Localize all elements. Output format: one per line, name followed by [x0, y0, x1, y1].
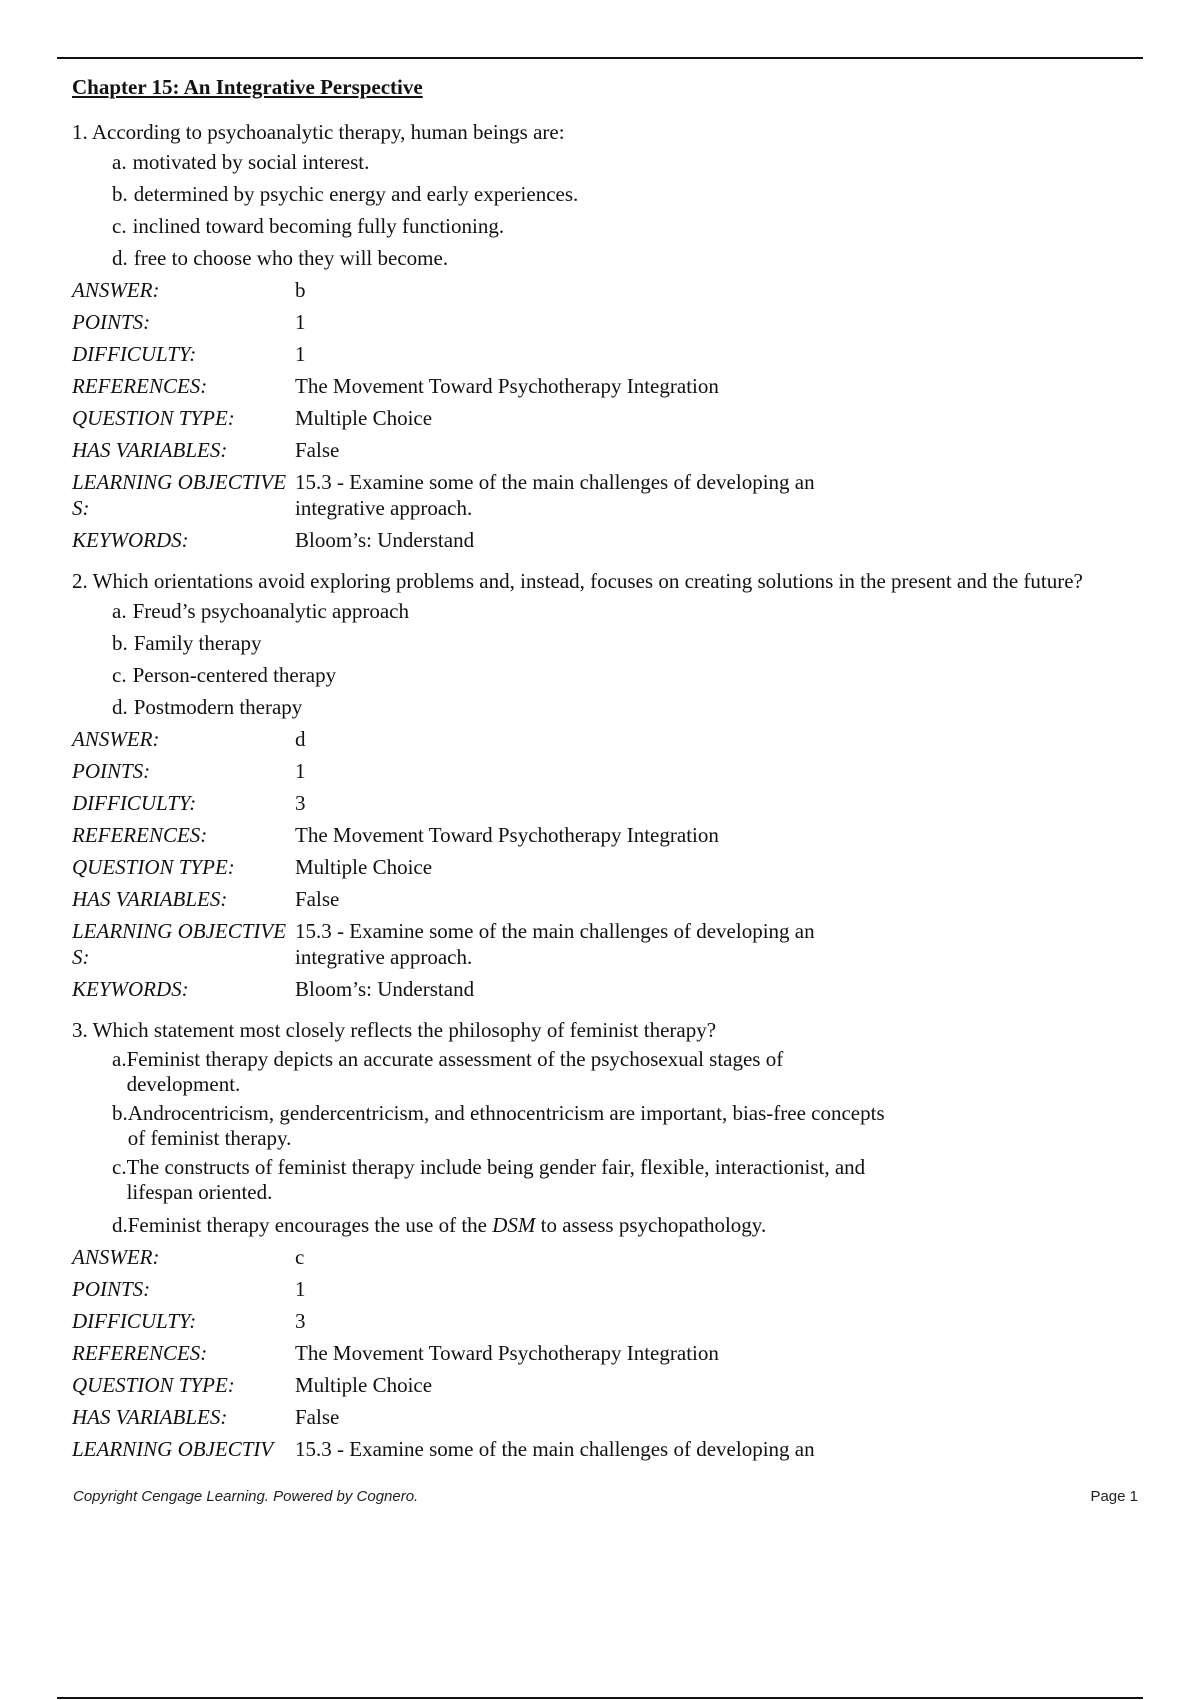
- meta-answer: ANSWER: b: [72, 278, 306, 302]
- meta-answer: ANSWER: c: [72, 1245, 305, 1269]
- dsm-title: DSM: [492, 1213, 536, 1237]
- choice-list: [112, 595, 1147, 723]
- question-metadata: [72, 723, 1147, 1005]
- chapter-title: Chapter 15: An Integrative Perspective: [72, 75, 423, 99]
- meta-difficulty: DIFFICULTY: 1: [72, 342, 306, 366]
- choice-d: d. Postmodern therapy: [112, 695, 303, 719]
- question-2: [72, 568, 1147, 1005]
- top-rule: [57, 57, 1143, 59]
- question-stem: 2. Which orientations avoid exploring problems and, instead, focuses on creating solutions in the present and the future?: [72, 569, 1083, 593]
- footer-copyright: Copyright Cengage Learning. Powered by Cognero.: [73, 1488, 419, 1505]
- meta-question-type: QUESTION TYPE: Multiple Choice: [72, 1373, 433, 1397]
- choice-a: a. motivated by social interest.: [112, 150, 370, 174]
- choice-b: b. determined by psychic energy and early experiences.: [112, 182, 579, 206]
- footer-page-number: Page 1: [1090, 1488, 1138, 1505]
- choice-c: c. Person-centered therapy: [112, 663, 337, 687]
- meta-answer: ANSWER: d: [72, 727, 306, 751]
- choice-b: b. Family therapy: [112, 631, 262, 655]
- choice-c: c. The constructs of feminist therapy include being gender fair, flexible, interactionist, and lifespan oriented.: [112, 1155, 866, 1204]
- choice-list: [112, 146, 1147, 274]
- choice-d: d. Feminist therapy encourages the use of the DSM to assess psychopathology.: [112, 1213, 767, 1237]
- meta-points: POINTS: 1: [72, 310, 306, 334]
- choice-a: a. Freud’s psychoanalytic approach: [112, 599, 409, 623]
- meta-question-type: QUESTION TYPE: Multiple Choice: [72, 406, 433, 430]
- choice-c: c. inclined toward becoming fully functioning.: [112, 214, 505, 238]
- question-1: [72, 119, 1147, 556]
- meta-learning-objectives: LEARNING OBJECTIVES: 15.3 - Examine some of the main challenges of developing an integrative approach.: [72, 470, 815, 520]
- choice-b: b. Androcentricism, gendercentricism, and ethnocentricism are important, bias-free concepts of feminist therapy.: [112, 1101, 885, 1150]
- meta-difficulty: DIFFICULTY: 3: [72, 791, 306, 815]
- meta-references: REFERENCES: The Movement Toward Psychotherapy Integration: [72, 823, 719, 847]
- meta-references: REFERENCES: The Movement Toward Psychotherapy Integration: [72, 374, 719, 398]
- meta-learning-objectives: LEARNING OBJECTIVES: 15.3 - Examine some of the main challenges of developing an integrative approach.: [72, 919, 815, 969]
- meta-references: REFERENCES: The Movement Toward Psychotherapy Integration: [72, 1341, 719, 1365]
- meta-difficulty: DIFFICULTY: 3: [72, 1309, 306, 1333]
- meta-question-type: QUESTION TYPE: Multiple Choice: [72, 855, 433, 879]
- meta-has-variables: HAS VARIABLES: False: [72, 887, 340, 911]
- meta-points: POINTS: 1: [72, 759, 306, 783]
- meta-learning-objectives: LEARNING OBJECTIV 15.3 - Examine some of the main challenges of developing an: [72, 1437, 815, 1461]
- choice-list: [112, 1047, 1147, 1241]
- meta-has-variables: HAS VARIABLES: False: [72, 1405, 340, 1429]
- question-metadata: [72, 274, 1147, 556]
- document-body: [72, 74, 1147, 1477]
- question-stem: 3. Which statement most closely reflects the philosophy of feminist therapy?: [72, 1018, 717, 1042]
- question-metadata: [72, 1241, 1147, 1465]
- question-stem: 1. According to psychoanalytic therapy, human beings are:: [72, 120, 565, 144]
- question-3: [72, 1017, 1147, 1465]
- bottom-rule: [57, 1697, 1143, 1699]
- choice-a: a. Feminist therapy depicts an accurate assessment of the psychosexual stages of development.: [112, 1047, 784, 1096]
- choice-d: d. free to choose who they will become.: [112, 246, 449, 270]
- meta-points: POINTS: 1: [72, 1277, 306, 1301]
- meta-keywords: KEYWORDS: Bloom’s: Understand: [72, 977, 475, 1001]
- meta-keywords: KEYWORDS: Bloom’s: Understand: [72, 528, 475, 552]
- meta-has-variables: HAS VARIABLES: False: [72, 438, 340, 462]
